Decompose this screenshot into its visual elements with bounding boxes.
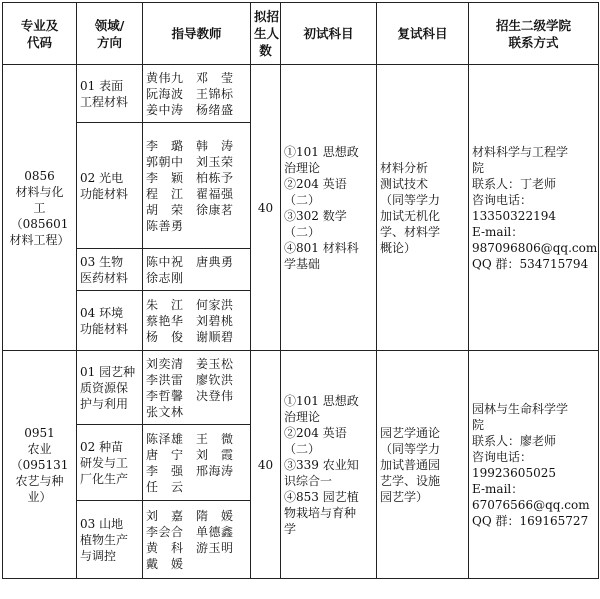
tutor-cell: 陈中祝 唐典勇 徐志刚 [143,249,251,291]
header-row [3,3,599,65]
tutor-cell: 陈泽雄 王 微 唐 宁 刘 霞 李 强 邢海涛 任 云 [143,425,251,501]
tutor-cell: 黄伟九 邓 莹 阮海波 王锦标 姜中涛 杨绪盛 [143,65,251,123]
retest-cell: 材料分析 测试技术 （同等学力 加试无机化 学、材料学 概论） [377,65,469,351]
field-cell: 02 光电 功能材料 [77,123,143,249]
field-cell: 04 环境 功能材料 [77,291,143,351]
header-major: 专业及 代码 [3,3,77,65]
field-cell: 02 种苗 研发与工 厂化生产 [77,425,143,501]
major-cell: 0856 材料与化 工 （085601 材料工程） [3,65,77,351]
tutor-cell: 李 璐 韩 涛 郭朝中 刘玉荣 李 颖 柏栋予 程 江 翟福强 胡 荣 徐康茗 陈善勇 [143,123,251,249]
prelim-cell: ①101 思想政 治理论 ②204 英语 （二） ③302 数学 （二） ④801 材料科 学基础 [281,65,377,351]
table-row [3,351,599,425]
header-retest: 复试科目 [377,3,469,65]
field-cell: 01 园艺种 质资源保 护与利用 [77,351,143,425]
college-cell: 材料科学与工程学 院 联系人：丁老师 咨询电话： 13350322194 E-mail： 987096806@qq.com QQ 群：534715794 [469,65,599,351]
header-college: 招生二级学院 联系方式 [469,3,599,65]
retest-cell: 园艺学通论 （同等学力 加试普通园 艺学、设施 园艺学） [377,351,469,579]
header-field: 领域/ 方向 [77,3,143,65]
header-prelim: 初试科目 [281,3,377,65]
major-cell: 0951 农业 （095131 农艺与种 业） [3,351,77,579]
field-cell: 03 生物 医药材料 [77,249,143,291]
tutor-cell: 刘 嘉 隋 媛 李会合 单德鑫 黄 科 游玉明 戴 媛 [143,501,251,579]
admissions-table [2,2,599,579]
header-plan: 拟招 生人 数 [251,3,281,65]
plan-cell: 40 [251,351,281,579]
table-row [3,65,599,123]
header-tutor: 指导教师 [143,3,251,65]
college-cell: 园林与生命科学学 院 联系人：廖老师 咨询电话： 19923605025 E-mail： 67076566@qq.com QQ 群：169165727 [469,351,599,579]
prelim-cell: ①101 思想政 治理论 ②204 英语 （二） ③339 农业知 识综合一 ④853 园艺植 物栽培与育种 学 [281,351,377,579]
tutor-cell: 刘奕清 姜玉松 李洪雷 廖钦洪 李哲馨 决登伟 张文林 [143,351,251,425]
field-cell: 01 表面 工程材料 [77,65,143,123]
plan-cell: 40 [251,65,281,351]
tutor-cell: 朱 江 何家洪 蔡艳华 刘碧桃 杨 俊 谢顺碧 [143,291,251,351]
field-cell: 03 山地 植物生产 与调控 [77,501,143,579]
